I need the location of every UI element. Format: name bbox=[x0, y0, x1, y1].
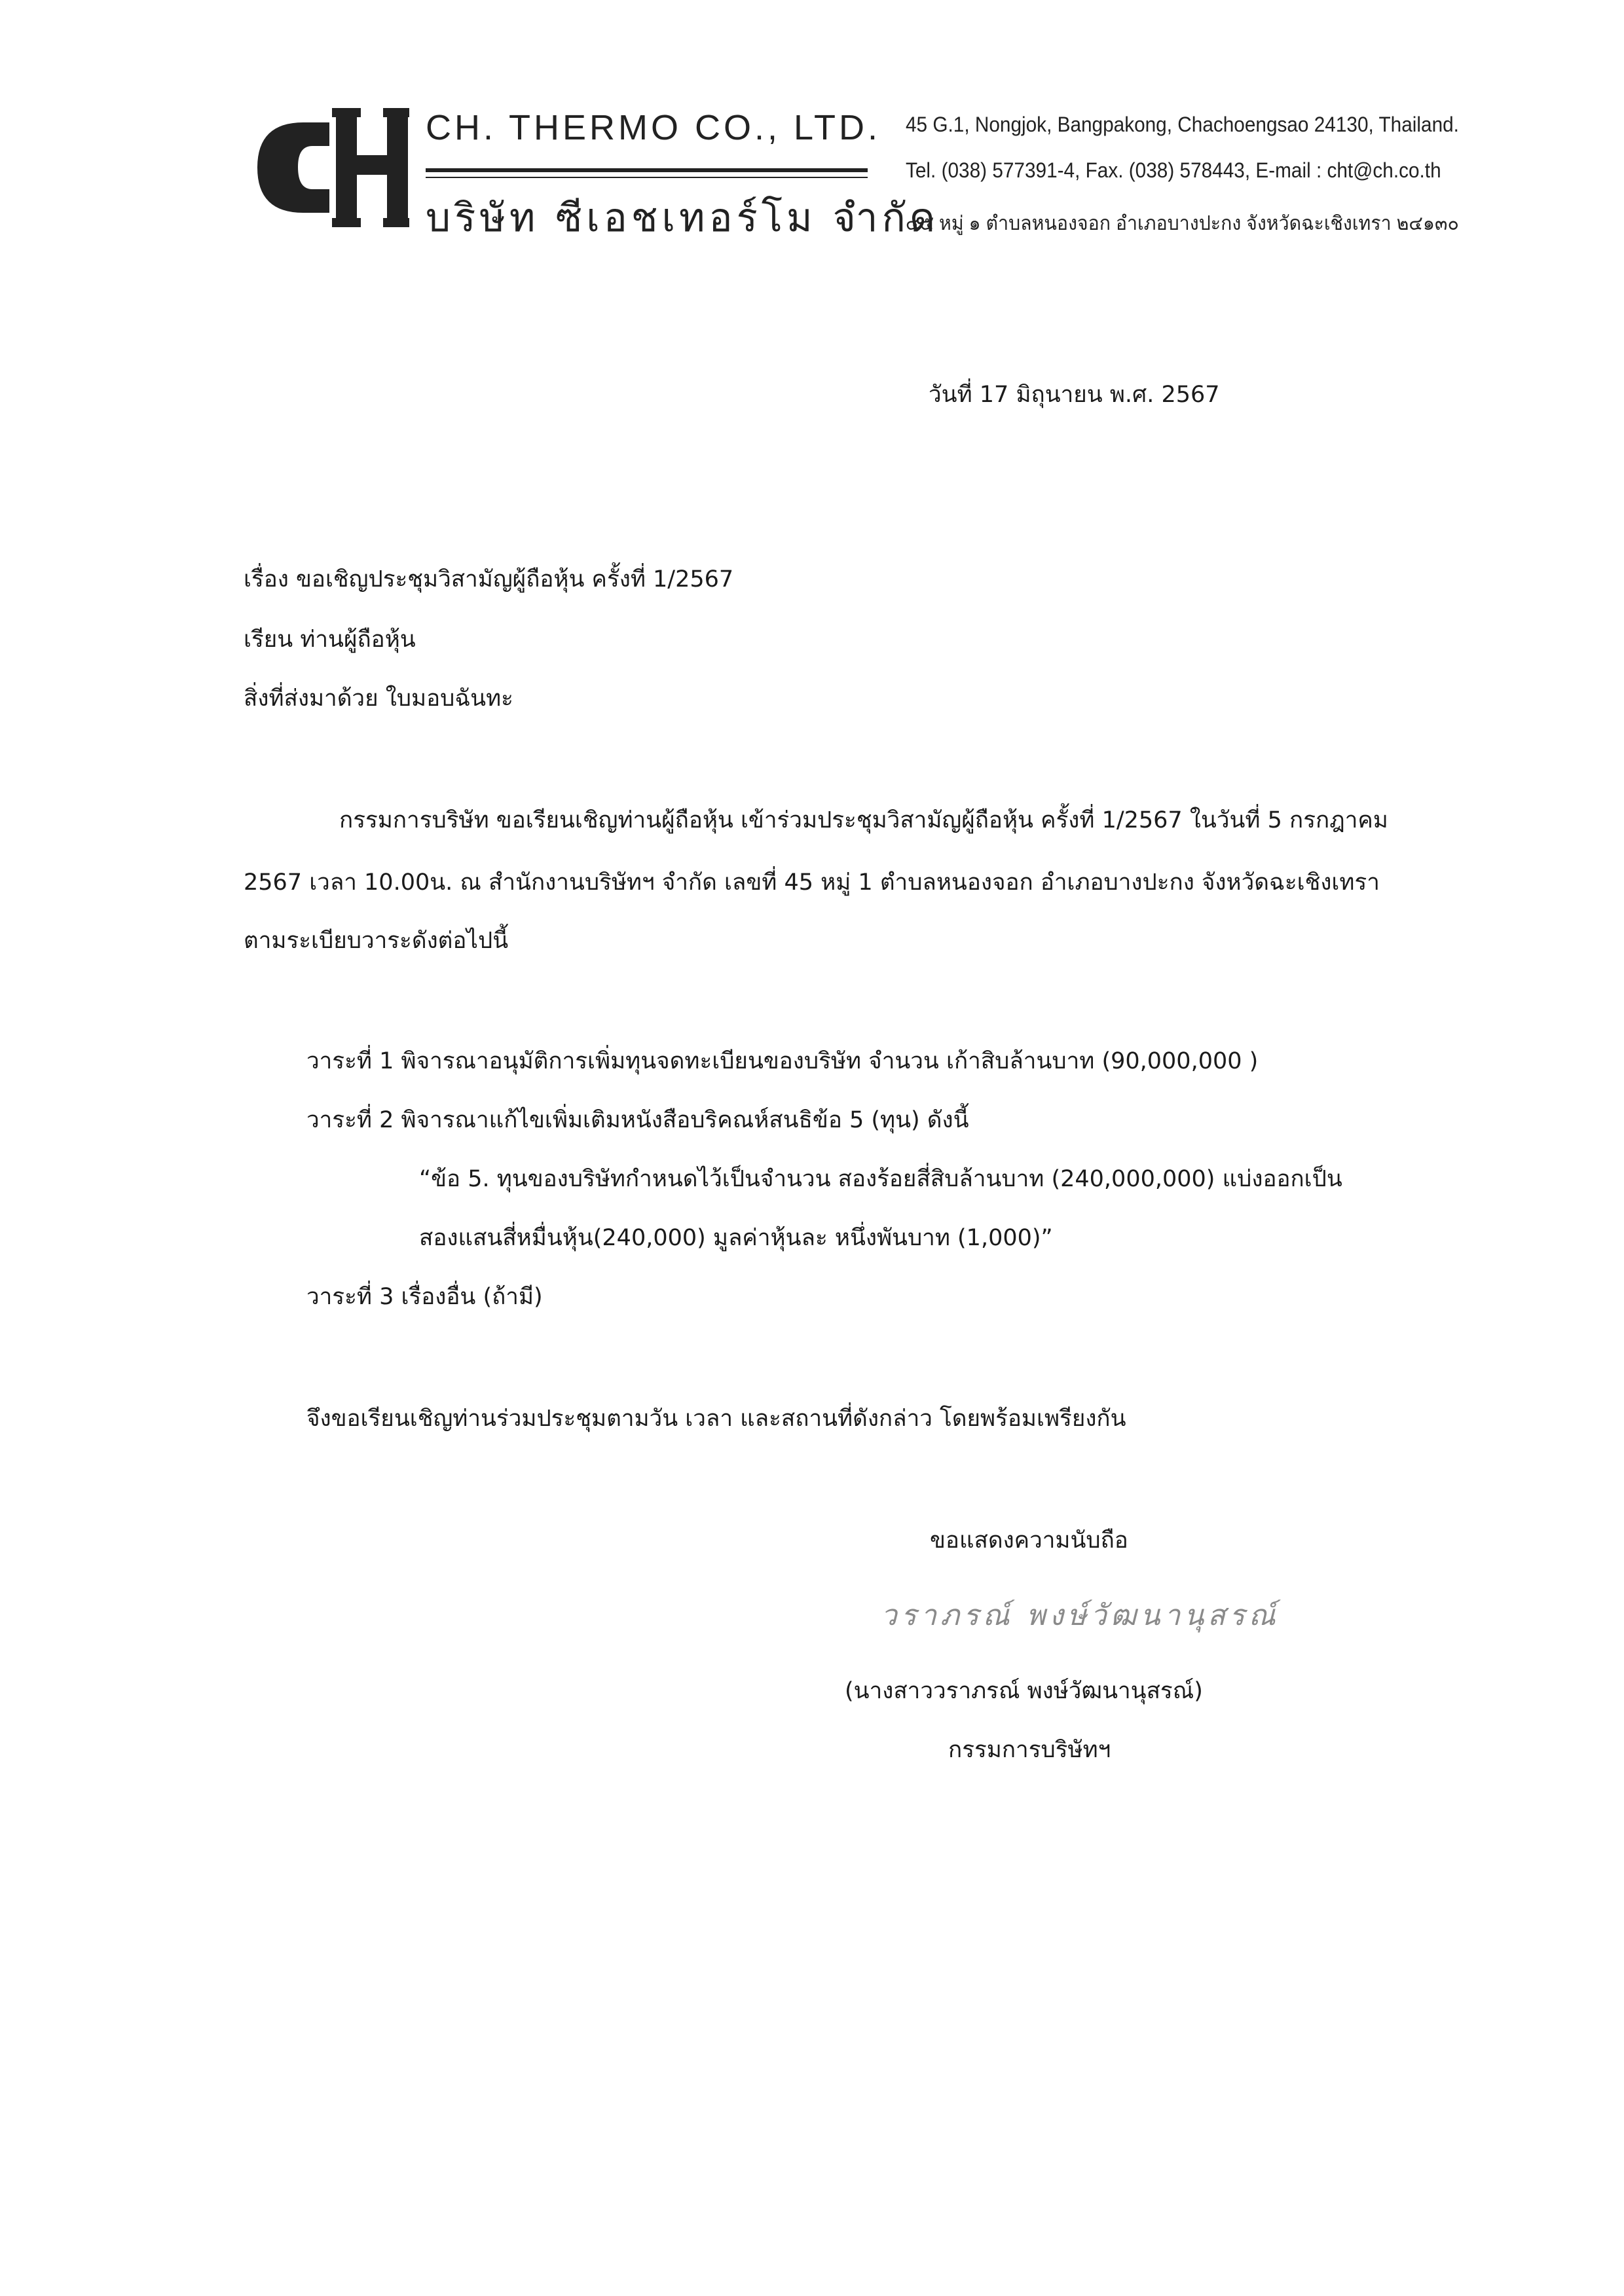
company-name-th: บริษัท ซีเอชเทอร์โม จำกัด bbox=[426, 195, 939, 241]
agenda-item-2: วาระที่ 2 พิจารณาแก้ไขเพิ่มเติมหนังสือบริคณห์สนธิข้อ 5 (ทุน) ดังนี้ bbox=[306, 1107, 969, 1133]
company-contact: Tel. (038) 577391-4, Fax. (038) 578443, E-mail : cht@ch.co.th bbox=[906, 158, 1441, 182]
paragraph-line-2: 2567 เวลา 10.00น. ณ สำนักงานบริษัทฯ จำกัด เลขที่ 45 หมู่ 1 ตำบลหนองจอก อำเภอบางปะกง จังหวัดฉะเชิงเทรา bbox=[244, 869, 1380, 896]
letter-subject: เรื่อง ขอเชิญประชุมวิสามัญผู้ถือหุ้น ครั้งที่ 1/2567 bbox=[244, 566, 734, 592]
agenda-item-2-quote-line-2: สองแสนสี่หมื่นหุ้น(240,000) มูลค่าหุ้นละ หนึ่งพันบาท (1,000)” bbox=[419, 1225, 1053, 1251]
paragraph-line-1: กรรมการบริษัท ขอเรียนเชิญท่านผู้ถือหุ้น เข้าร่วมประชุมวิสามัญผู้ถือหุ้น ครั้งที่ 1/2567 ในวันที่ 5 กรกฎาคม bbox=[339, 807, 1388, 833]
agenda-item-3: วาระที่ 3 เรื่องอื่น (ถ้ามี) bbox=[306, 1284, 543, 1310]
closing-line: จึงขอเรียนเชิญท่านร่วมประชุมตามวัน เวลา และสถานที่ดังกล่าว โดยพร้อมเพรียงกัน bbox=[306, 1406, 1126, 1432]
letter-enclosure: สิ่งที่ส่งมาด้วย ใบมอบฉันทะ bbox=[244, 685, 513, 712]
company-address-en: 45 G.1, Nongjok, Bangpakong, Chachoengsao 24130, Thailand. bbox=[906, 113, 1459, 136]
letterhead-divider bbox=[426, 168, 868, 172]
letter-date: วันที่ 17 มิถุนายน พ.ศ. 2567 bbox=[929, 382, 1220, 408]
signer-title: กรรมการบริษัทฯ bbox=[948, 1737, 1111, 1763]
company-logo bbox=[252, 108, 409, 227]
handwritten-signature: วราภรณ์ พงษ์วัฒนานุสรณ์ bbox=[881, 1599, 1280, 1632]
company-address-th: ๔๕ หมู่ ๑ ตำบลหนองจอก อำเภอบางปะกง จังหวัดฉะเชิงเทรา ๒๔๑๓๐ bbox=[906, 213, 1459, 234]
closing-regards: ขอแสดงความนับถือ bbox=[930, 1527, 1128, 1554]
company-name-en: CH. THERMO CO., LTD. bbox=[426, 108, 881, 147]
agenda-item-1: วาระที่ 1 พิจารณาอนุมัติการเพิ่มทุนจดทะเบียนของบริษัท จำนวน เก้าสิบล้านบาท (90,000,000 ) bbox=[306, 1048, 1259, 1074]
agenda-item-2-quote-line-1: “ข้อ 5. ทุนของบริษัทกำหนดไว้เป็นจำนวน สองร้อยสี่สิบล้านบาท (240,000,000) แบ่งออกเป็น bbox=[419, 1166, 1342, 1192]
letterhead-divider-thin bbox=[426, 177, 868, 178]
signer-name: (นางสาววราภรณ์ พงษ์วัฒนานุสรณ์) bbox=[845, 1678, 1203, 1704]
letter-recipient: เรียน ท่านผู้ถือหุ้น bbox=[244, 627, 416, 653]
paragraph-line-3: ตามระเบียบวาระดังต่อไปนี้ bbox=[244, 928, 509, 954]
